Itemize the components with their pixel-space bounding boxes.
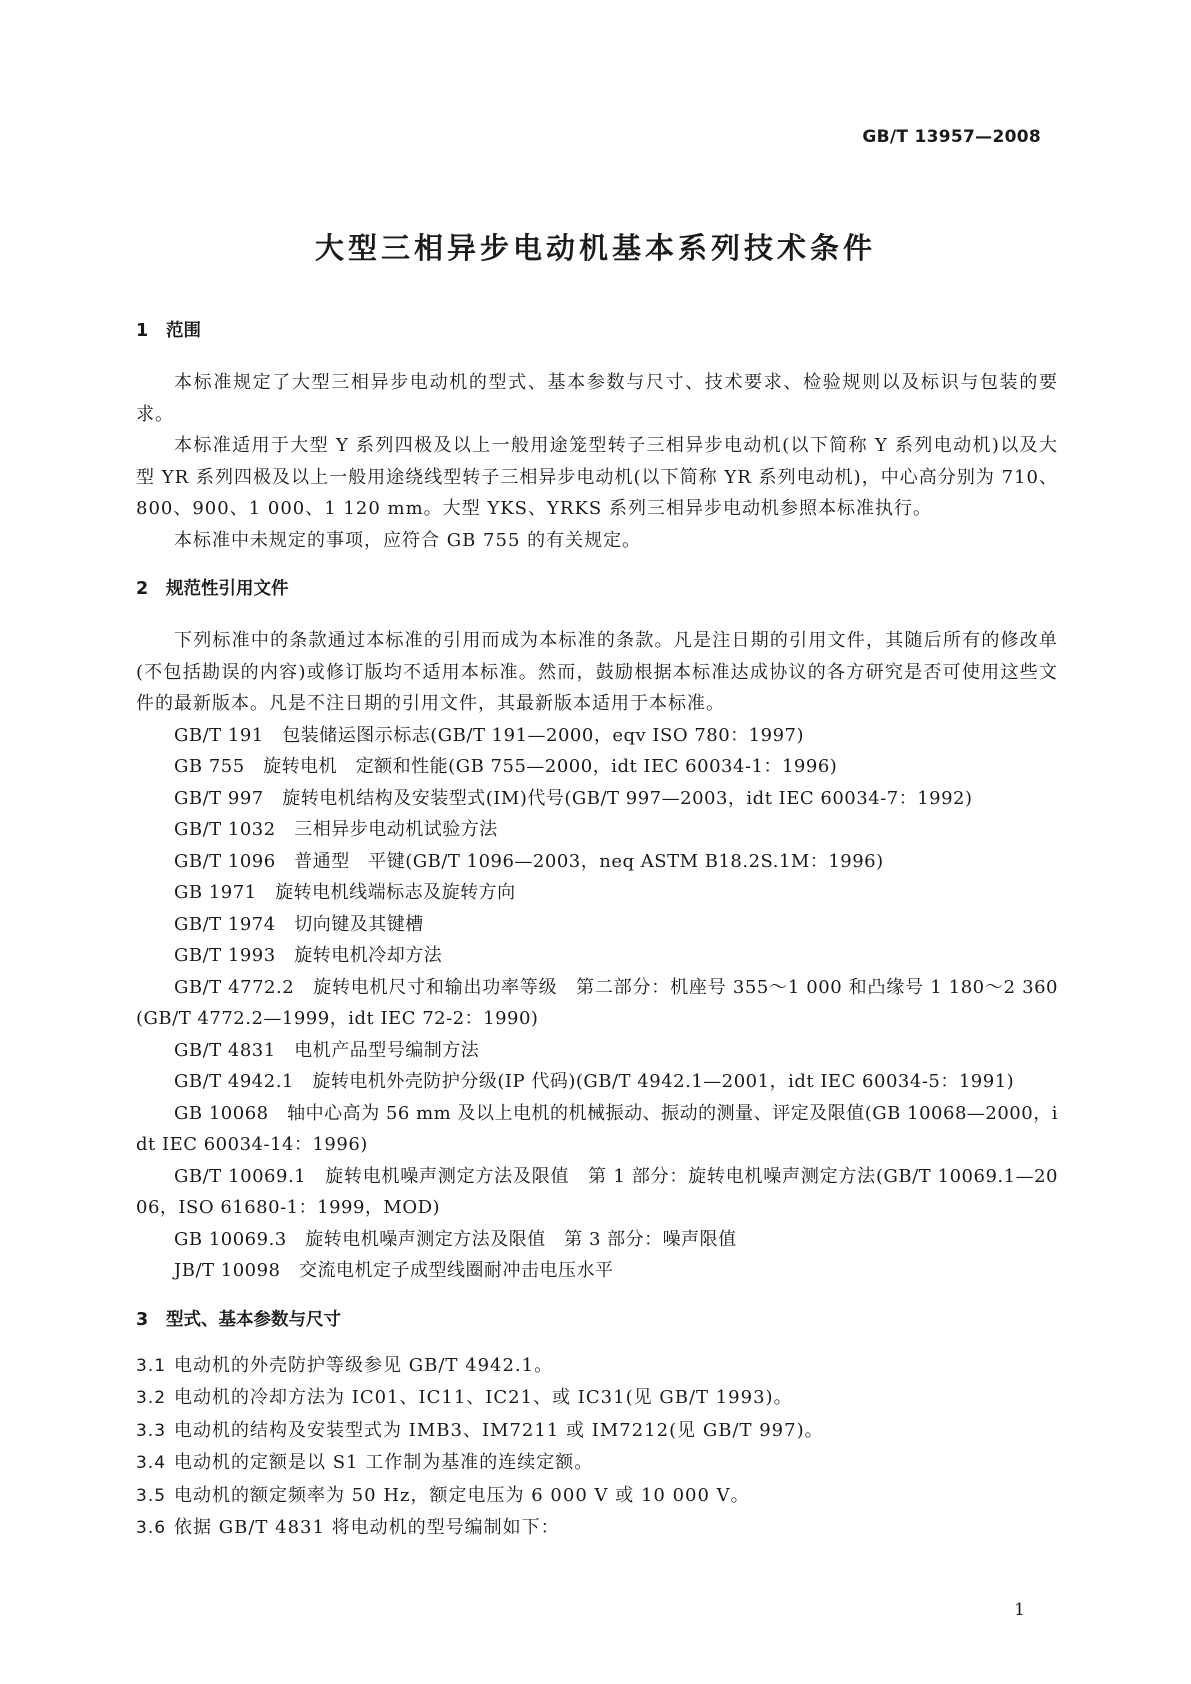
reference-item: GB/T 1993 旋转电机冷却方法 — [174, 945, 443, 966]
clause-text: 电动机的外壳防护等级参见 GB/T 4942.1。 — [174, 1354, 554, 1376]
document-title: 大型三相异步电动机基本系列技术条件 — [314, 231, 876, 265]
section-heading-scope — [136, 315, 1058, 347]
reference-item: GB 10069.3 旋转电机噪声测定方法及限值 第 3 部分：噪声限值 — [174, 1228, 737, 1250]
reference-item: GB 10068 轴中心高为 56 mm 及以上电机的机械振动、振动的测量、评定及限值(GB 10068—2000，idt IEC 60034-14：1996) — [136, 1102, 1058, 1155]
section-title: 范围 — [166, 321, 201, 341]
clause-text: 电动机的结构及安装型式为 IMB3、IM7211 或 IM7212(见 GB/T 997)。 — [174, 1419, 824, 1441]
section-heading-normative-references — [136, 573, 1058, 605]
clause-text: 电动机的定额是以 S1 工作制为基准的连续定额。 — [174, 1452, 594, 1473]
clause-number: 3.4 — [136, 1453, 167, 1473]
reference-item: JB/T 10098 交流电机定子成型线圈耐冲击电压水平 — [174, 1260, 614, 1281]
reference-item: GB/T 997 旋转电机结构及安装型式(IM)代号(GB/T 997—2003，idt IEC 60034-7：1992) — [174, 787, 973, 809]
paragraph: 本标准规定了大型三相异步电动机的型式、基本参数与尺寸、技术要求、检验规则以及标识与包装的要求。 — [136, 372, 1058, 425]
clause-item — [136, 1447, 1058, 1480]
reference-item: GB/T 191 包装储运图示标志(GB/T 191—2000，eqv ISO 780：1997) — [174, 724, 805, 746]
standard-code: GB/T 13957—2008 — [862, 127, 1041, 147]
reference-item: GB/T 4772.2 旋转电机尺寸和输出功率等级 第二部分：机座号 355～1 000 和凸缘号 1 180～2 360(GB/T 4772.2—1999，idt IEC 72-2：1990) — [136, 976, 1058, 1029]
clause-text: 依据 GB/T 4831 将电动机的型号编制如下： — [174, 1517, 560, 1538]
clause-item — [136, 1480, 1058, 1513]
clause-item — [136, 1512, 1058, 1545]
document-body — [136, 315, 1058, 1545]
reference-item: GB 755 旋转电机 定额和性能(GB 755—2000，idt IEC 60034-1：1996) — [174, 756, 838, 777]
page-number: 1 — [1014, 1600, 1025, 1620]
clause-number: 3.6 — [136, 1518, 167, 1538]
section-number: 3 — [136, 1309, 149, 1330]
reference-item: GB/T 1974 切向键及其键槽 — [174, 913, 424, 935]
paragraph: 下列标准中的条款通过本标准的引用而成为本标准的条款。凡是注日期的引用文件，其随后所有的修改单(不包括勘误的内容)或修订版均不适用本标准。然而，鼓励根据本标准达成协议的各方研究是否可使用这些文件的最新版本。凡是不注日期的引用文件，其最新版本适用于本标准。 — [136, 630, 1058, 714]
section-title: 型式、基本参数与尺寸 — [166, 1309, 341, 1330]
clause-number: 3.5 — [136, 1485, 167, 1506]
reference-item: GB 1971 旋转电机线端标志及旋转方向 — [174, 882, 516, 903]
reference-item: GB/T 4831 电机产品型号编制方法 — [174, 1039, 480, 1061]
reference-item: GB/T 1032 三相异步电动机试验方法 — [174, 819, 498, 840]
clause-text: 电动机的额定频率为 50 Hz，额定电压为 6 000 V 或 10 000 V。 — [174, 1484, 750, 1506]
section-number: 2 — [136, 579, 149, 599]
reference-item: GB/T 10069.1 旋转电机噪声测定方法及限值 第 1 部分：旋转电机噪声测定方法(GB/T 10069.1—2006，ISO 61680-1：1999，MOD) — [136, 1165, 1058, 1218]
reference-item: GB/T 4942.1 旋转电机外壳防护分级(IP 代码)(GB/T 4942.1—2001，idt IEC 60034-5：1991) — [174, 1071, 1015, 1092]
clause-item — [136, 1382, 1058, 1415]
paragraph: 本标准中未规定的事项，应符合 GB 755 的有关规定。 — [174, 529, 642, 551]
section-title: 规范性引用文件 — [166, 579, 289, 599]
clause-number: 3.3 — [136, 1420, 167, 1441]
clause-number: 3.1 — [136, 1355, 167, 1376]
paragraph: 本标准适用于大型 Y 系列四极及以上一般用途笼型转子三相异步电动机(以下简称 Y 系列电动机)以及大型 YR 系列四极及以上一般用途绕线型转子三相异步电动机(以下简称 YR 系列电动机)，中心高分别为 710、800、900、1 000、1 120 mm。大型 YKS、YRKS 系列三相异步电动机参照本标准执行。 — [136, 435, 1058, 519]
section-number: 1 — [136, 321, 149, 341]
section-heading-types-parameters — [136, 1304, 1058, 1336]
clause-text: 电动机的冷却方法为 IC01、IC11、IC21、或 IC31(见 GB/T 1993)。 — [174, 1387, 793, 1408]
clause-number: 3.2 — [136, 1388, 167, 1408]
reference-item: GB/T 1096 普通型 平键(GB/T 1096—2003，neq ASTM B18.2S.1M：1996) — [174, 850, 884, 872]
clause-item — [136, 1350, 1058, 1383]
clause-item — [136, 1415, 1058, 1448]
